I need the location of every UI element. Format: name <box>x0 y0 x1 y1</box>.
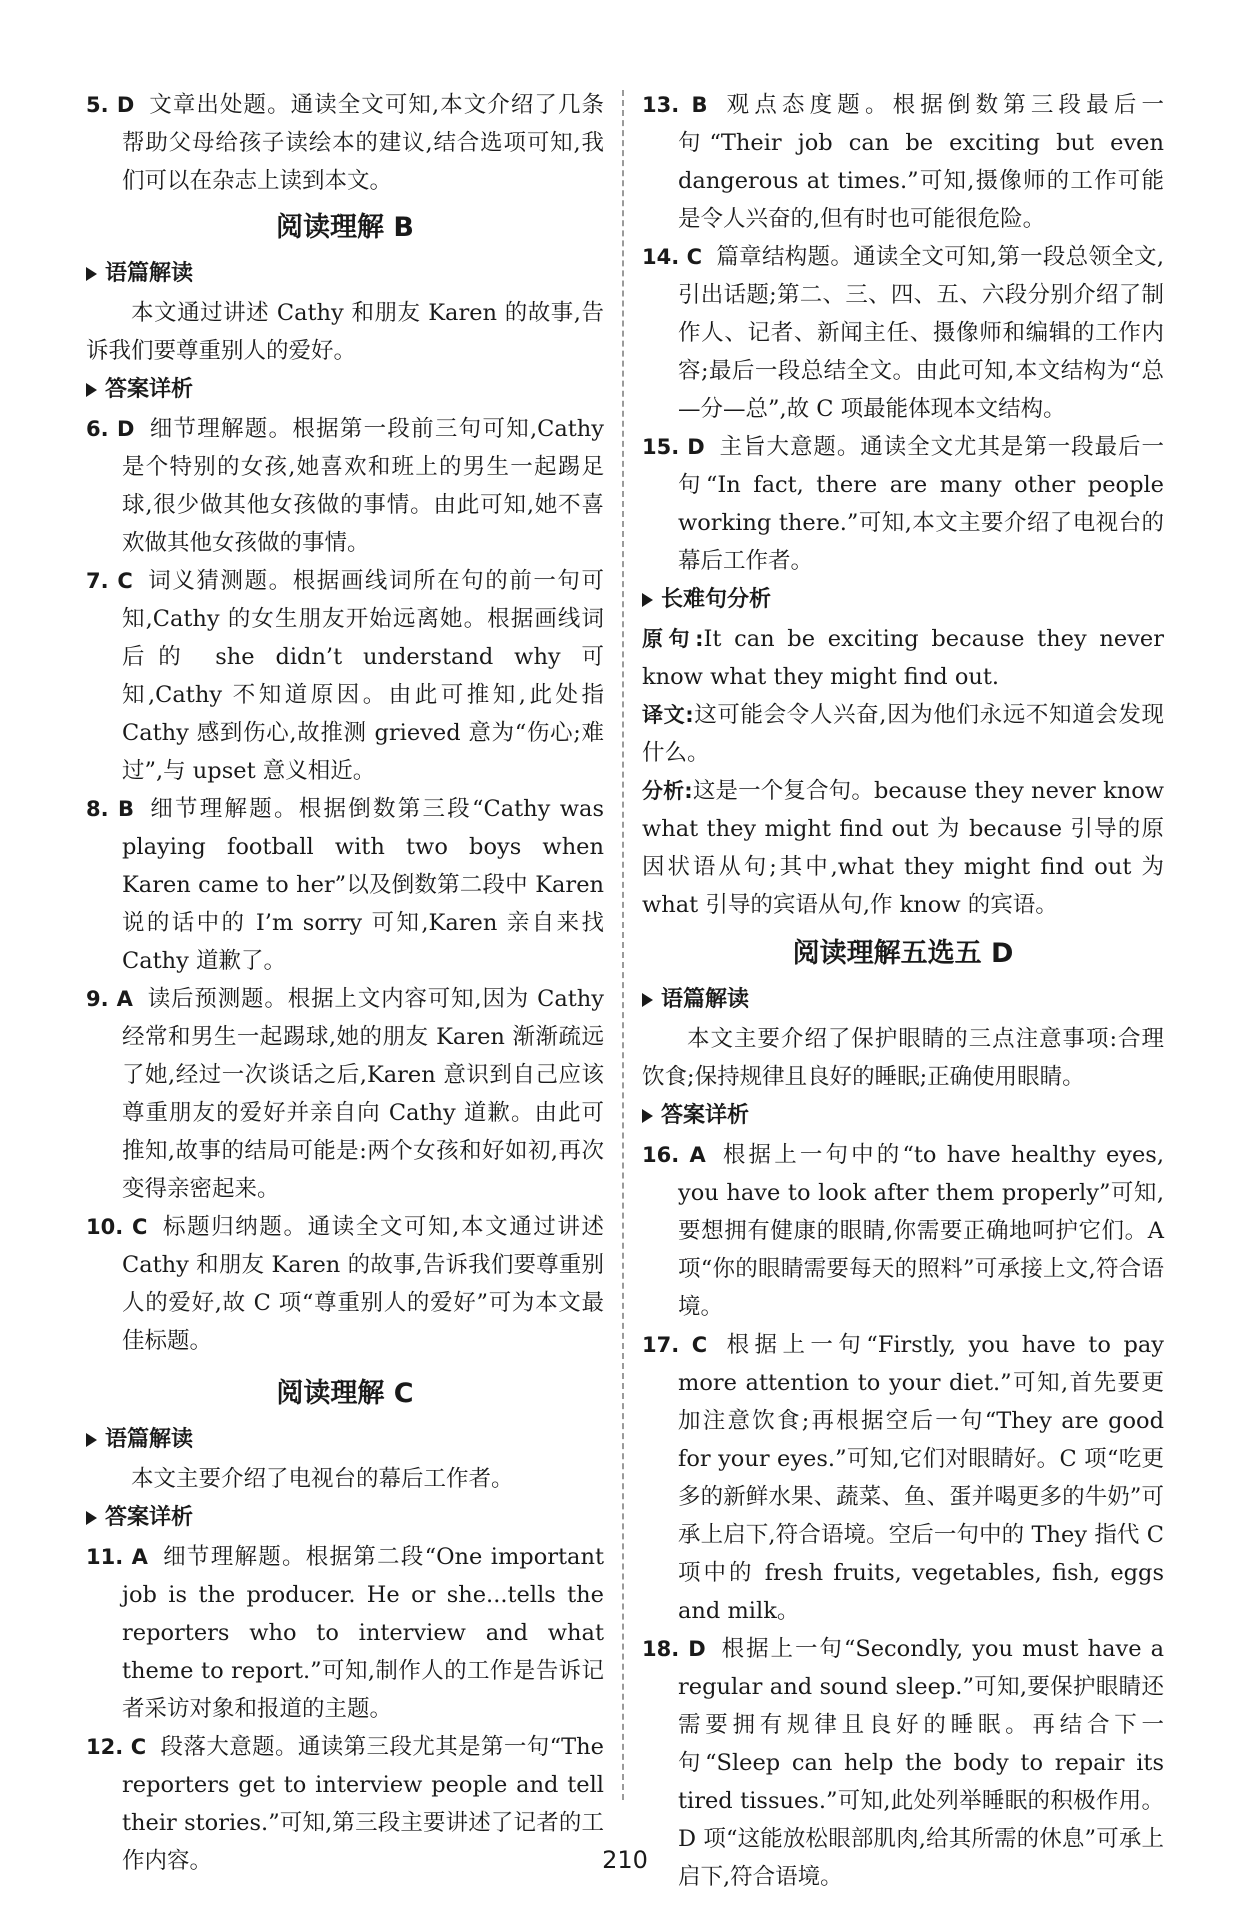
answer-item <box>86 790 604 980</box>
translation-label: 译文: <box>642 703 694 727</box>
item-answer: A <box>131 1545 148 1569</box>
item-number: 7. <box>86 569 109 593</box>
answers-heading <box>86 372 604 408</box>
original-text: It can be exciting because they never know what they might find out. <box>642 626 1164 690</box>
triangle-marker-icon <box>642 1109 653 1123</box>
item-answer: C <box>131 1215 148 1239</box>
item-number: 5. <box>86 93 109 117</box>
answer-item <box>86 1208 604 1360</box>
answer-item <box>642 86 1164 238</box>
item-explanation: 标题归纳题。通读全文可知,本文通过讲述 Cathy 和朋友 Karen 的故事,告诉我们要尊重别人的爱好,故 C 项“尊重别人的爱好”可为本文最佳标题。 <box>122 1214 605 1354</box>
item-number: 14. <box>642 245 680 269</box>
triangle-marker-icon <box>642 593 653 607</box>
section-title-c: 阅读理解 C <box>276 1378 414 1409</box>
item-number: 17. <box>642 1333 680 1357</box>
item-explanation: 文章出处题。通读全文可知,本文介绍了几条帮助父母给孩子读绘本的建议,结合选项可知,我们可以在杂志上读到本文。 <box>122 92 605 194</box>
answer-item <box>86 1538 604 1728</box>
original-sentence <box>642 620 1164 696</box>
answers-heading <box>642 1098 1164 1134</box>
item-number: 9. <box>86 987 109 1011</box>
item-number: 18. <box>642 1637 680 1661</box>
item-number: 6. <box>86 417 109 441</box>
item-answer: C <box>130 1735 147 1759</box>
answer-item <box>642 1136 1164 1326</box>
heading-label: 语篇解读 <box>105 1427 194 1452</box>
page-number: 210 <box>602 1846 648 1874</box>
item-answer: B <box>691 93 708 117</box>
discourse-heading <box>642 982 1164 1018</box>
item-answer: C <box>686 245 703 269</box>
translation <box>642 696 1164 772</box>
item-explanation: 细节理解题。根据第一段前三句可知,Cathy 是个特别的女孩,她喜欢和班上的男生一起踢足球,很少做其他女孩做的事情。由此可知,她不喜欢做其他女孩做的事情。 <box>122 416 604 556</box>
translation-text: 这可能会令人兴奋,因为他们永远不知道会发现什么。 <box>642 702 1164 766</box>
triangle-marker-icon <box>86 1511 97 1525</box>
item-answer: A <box>116 987 133 1011</box>
heading-label: 答案详析 <box>105 1505 194 1530</box>
triangle-marker-icon <box>86 267 97 281</box>
item-number: 13. <box>642 93 680 117</box>
item-explanation: 观点态度题。根据倒数第三段最后一句“Their job can be exciting but even dangerous at times.”可知,摄像师的工作可能是令人兴奋的,但有时也可能很危险。 <box>678 92 1164 232</box>
heading-label: 答案详析 <box>105 377 194 402</box>
answer-item <box>642 428 1164 580</box>
long-sentence-heading <box>642 582 1164 618</box>
item-explanation: 段落大意题。通读第三段尤其是第一句“The reporters get to interview people and tell their stories.”可知,第三段主要讲述了记者的工作内容。 <box>122 1734 604 1874</box>
item-answer: B <box>118 797 135 821</box>
section-title-b: 阅读理解 B <box>276 212 414 243</box>
left-column <box>86 86 604 1880</box>
answers-heading <box>86 1500 604 1536</box>
item-number: 10. <box>86 1215 124 1239</box>
answer-item <box>86 410 604 562</box>
item-explanation: 细节理解题。根据倒数第三段“Cathy was playing football with two boys when Karen came to her”以及倒数第二段中 Karen 说的话中的 I’m sorry 可知,Karen 亲自来找 Cathy 道歉了。 <box>122 796 605 974</box>
item-answer: C <box>117 569 133 593</box>
item-explanation: 篇章结构题。通读全文可知,第一段总领全文,引出话题;第二、三、四、五、六段分别介绍了制作人、记者、新闻主任、摄像师和编辑的工作内容;最后一段总结全文。由此可知,本文结构为“总—分—总”,故 C 项最能体现本文结构。 <box>678 244 1164 422</box>
analysis <box>642 772 1164 924</box>
answer-item <box>86 980 604 1208</box>
item-explanation: 主旨大意题。通读全文尤其是第一段最后一句“In fact, there are many other people working there.”可知,本文主要介绍了电视台的幕后工作者。 <box>678 434 1164 574</box>
item-number: 15. <box>642 435 680 459</box>
item-number: 16. <box>642 1143 680 1167</box>
right-column <box>642 86 1164 1896</box>
triangle-marker-icon <box>86 1433 97 1447</box>
heading-label: 语篇解读 <box>661 987 750 1012</box>
answer-item <box>642 1326 1164 1630</box>
discourse-summary: 本文通过讲述 Cathy 和朋友 Karen 的故事,告诉我们要尊重别人的爱好。 <box>86 300 604 364</box>
original-label: 原句: <box>642 627 704 651</box>
discourse-summary: 本文主要介绍了电视台的幕后工作者。 <box>131 1466 514 1492</box>
analysis-text: 这是一个复合句。because they never know what they might find out 为 because 引导的原因状语从句;其中,what they might find out 为 what 引导的宾语从句,作 know 的宾语。 <box>642 778 1164 918</box>
triangle-marker-icon <box>642 993 653 1007</box>
item-number: 11. <box>86 1545 124 1569</box>
answer-item <box>86 86 604 200</box>
discourse-summary: 本文主要介绍了保护眼睛的三点注意事项:合理饮食;保持规律且良好的睡眠;正确使用眼睛。 <box>642 1026 1164 1090</box>
answer-item <box>642 238 1164 428</box>
item-answer: C <box>691 1333 708 1357</box>
column-divider <box>622 90 624 1800</box>
discourse-heading <box>86 1422 604 1458</box>
item-number: 12. <box>86 1735 124 1759</box>
section-title-d: 阅读理解五选五 D <box>792 938 1014 969</box>
heading-label: 语篇解读 <box>105 261 194 286</box>
analysis-label: 分析: <box>642 779 693 803</box>
item-explanation: 词义猜测题。根据画线词所在句的前一句可知,Cathy 的女生朋友开始远离她。根据画线词后的 she didn’t understand why 可知,Cathy 不知道原因。由此可推知,此处指 Cathy 感到伤心,故推测 grieved 意为“伤心;难过”,与 upset 意义相近。 <box>122 568 604 784</box>
item-explanation: 根据上一句“Secondly, you must have a regular and sound sleep.”可知,要保护眼睛还需要拥有规律且良好的睡眠。再结合下一句“Sleep can help the body to repair its tired tissues.”可知,此处列举睡眠的积极作用。D 项“这能放松眼部肌肉,给其所需的休息”可承上启下,符合语境。 <box>678 1636 1165 1890</box>
discourse-heading <box>86 256 604 292</box>
item-answer: A <box>689 1143 706 1167</box>
item-number: 8. <box>86 797 109 821</box>
item-answer: D <box>117 417 135 441</box>
item-explanation: 根据上一句中的“to have healthy eyes, you have to look after them properly”可知,要想拥有健康的眼睛,你需要正确地呵护它们。A 项“你的眼睛需要每天的照料”可承接上文,符合语境。 <box>678 1142 1164 1320</box>
heading-label: 答案详析 <box>661 1103 750 1128</box>
answer-item <box>86 562 604 790</box>
item-answer: D <box>116 93 135 117</box>
item-explanation: 细节理解题。根据第二段“One important job is the producer. He or she...tells the reporters who to interview and what theme to report.”可知,制作人的工作是告诉记者采访对象和报道的主题。 <box>122 1544 604 1722</box>
heading-label: 长难句分析 <box>661 587 772 612</box>
item-explanation: 根据上一句“Firstly, you have to pay more attention to your diet.”可知,首先要更加注意饮食;再根据空后一句“They are good for your eyes.”可知,它们对眼睛好。C 项“吃更多的新鲜水果、蔬菜、鱼、蛋并喝更多的牛奶”可承上启下,符合语境。空后一句中的 They 指代 C 项中的 fresh fruits, vegetables, fish, eggs and milk。 <box>678 1332 1164 1624</box>
item-explanation: 读后预测题。根据上文内容可知,因为 Cathy 经常和男生一起踢球,她的朋友 Karen 渐渐疏远了她,经过一次谈话之后,Karen 意识到自己应该尊重朋友的爱好并亲自向 Cathy 道歉。由此可推知,故事的结局可能是:两个女孩和好如初,再次变得亲密起来。 <box>122 986 604 1202</box>
item-answer: D <box>687 435 705 459</box>
item-answer: D <box>688 1637 706 1661</box>
triangle-marker-icon <box>86 383 97 397</box>
